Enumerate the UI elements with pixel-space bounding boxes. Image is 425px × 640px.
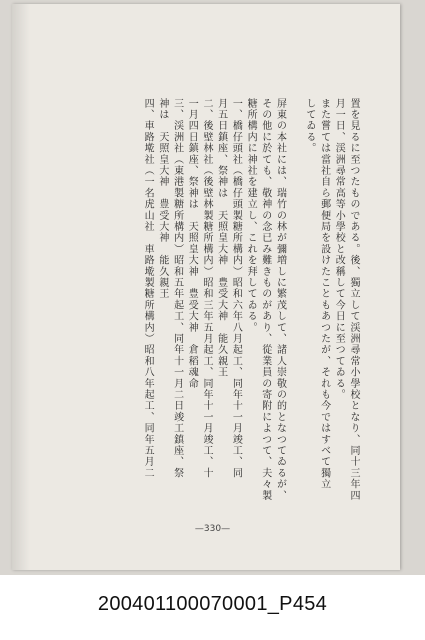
text-line: 月一日、渓洲尋常高等小學校と改稱して今日に至つてゐる。 xyxy=(333,98,345,401)
text-line: 置を見るに至つたものである。後、獨立して渓洲尋常小學校となり、同十三年四 xyxy=(348,98,359,502)
vertical-text-block xyxy=(60,98,360,503)
blank-line xyxy=(286,98,301,503)
text-line: その他に於ても、敬神の念已み難きものがあり、從業員の寄附によつて、夫々製 xyxy=(259,98,271,502)
text-line: 糖所構内に神社を建立し、これを拜してゐる。 xyxy=(245,98,257,334)
page-number: —330— xyxy=(194,524,231,534)
text-line: 一月四日鎮座、祭神は 天照皇大神 豊受大神 倉稻魂命 xyxy=(186,98,198,390)
text-line: 二、後壁林社（後壁林製糖所構内）昭和三年五月起工、同年十一月竣工、十 xyxy=(200,98,212,479)
page-gutter-shadow xyxy=(12,4,30,570)
text-line: また嘗ては當社自ら郵便局を設けたこともあつたが、それも今ではすべて獨立 xyxy=(318,98,330,490)
text-line: 屏東の本社には、瑞竹の林が彌増しに繁茂して、諸人崇敬の的となつてゐるが、 xyxy=(274,98,286,502)
text-line: してゐる。 xyxy=(303,98,315,154)
text-line: 三、渓洲社（東港製糖所構内）昭和五年起工、同年十一月二日竣工鎮座、祭 xyxy=(171,98,183,479)
text-line: 月五日鎮座、祭神は 天照皇大神 豊受大神 能久親王 xyxy=(215,98,227,378)
text-line: 四、車路墘社（一名虎山社 車路墘製糖所構内）昭和八年起工、同年五月二 xyxy=(142,98,154,479)
text-line: 一、橋仔頭社（橋仔頭製糖所構内）昭和六年八月起工、同年十一月竣工、同 xyxy=(230,98,242,479)
image-caption: 200401100070001_P454 xyxy=(97,593,328,615)
text-line: 神は 天照皇大神 豊受大神 能久親王 xyxy=(156,98,168,300)
